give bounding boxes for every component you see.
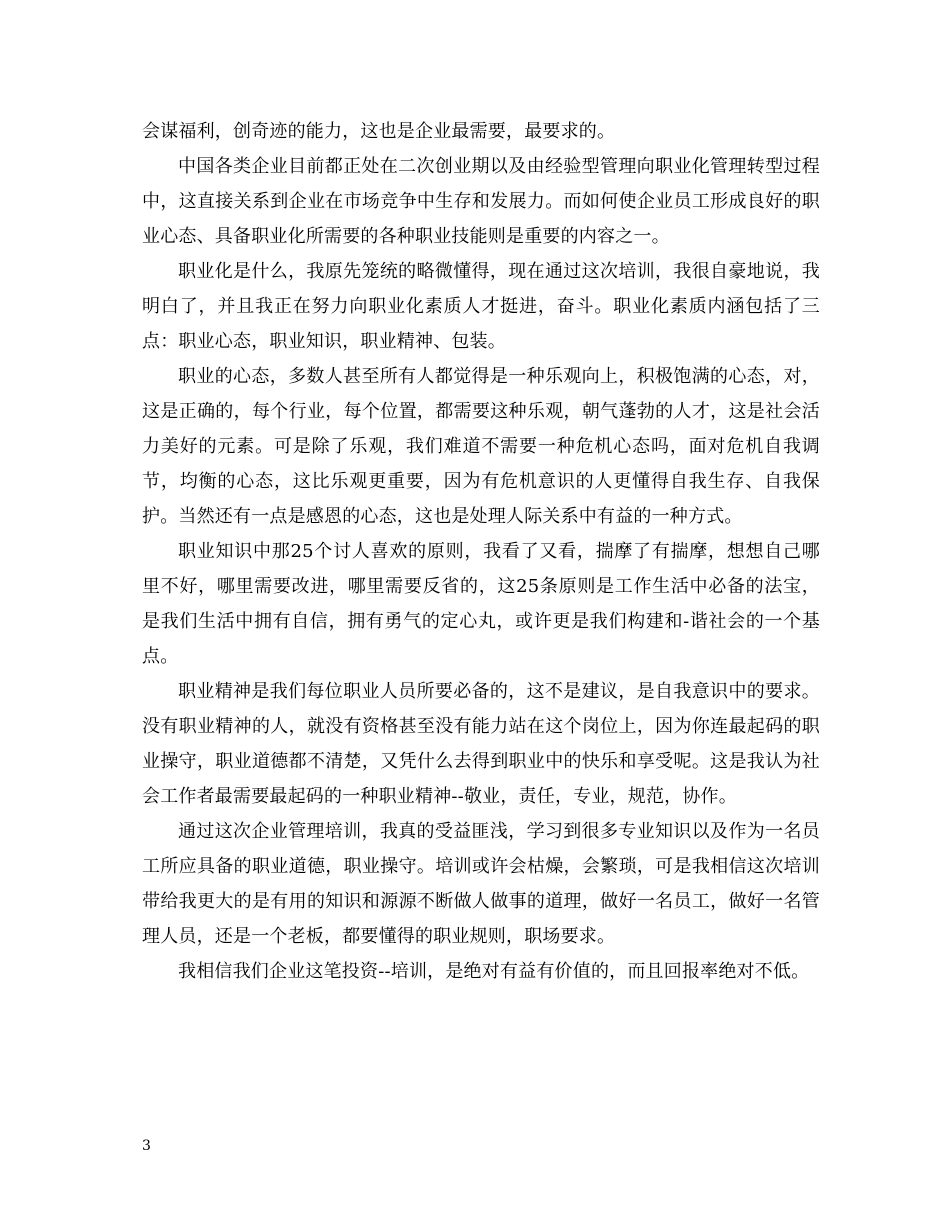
- paragraph-3: 职业化是什么，我原先笼统的略微懂得，现在通过这次培训，我很自豪地说，我明白了，并且我正在努力向职业化素质人才挺进，奋斗。职业化素质内涵包括了三点：职业心态，职业知识，职业精神、包装。: [142, 261, 820, 352]
- paragraph-4: 职业的心态，多数人甚至所有人都觉得是一种乐观向上，积极饱满的心态，对，这是正确的，每个行业，每个位置，都需要这种乐观，朝气蓬勃的人才，这是社会活力美好的元素。可是除了乐观，我们难道不需要一种危机心态吗，面对危机自我调节，均衡的心态，这比乐观更重要，因为有危机意识的人更懂得自我生存、自我保护。当然还有一点是感恩的心态，这也是处理人际关系中有益的一种方式。: [142, 366, 820, 527]
- page-number: 3: [142, 1138, 151, 1154]
- paragraph-1: 会谋福利，创奇迹的能力，这也是企业最需要，最要求的。: [142, 121, 616, 142]
- document-body: [142, 114, 820, 989]
- paragraph-6: 职业精神是我们每位职业人员所要必备的，这不是建议，是自我意识中的要求。没有职业精神的人，就没有资格甚至没有能力站在这个岗位上，因为你连最起码的职业操守，职业道德都不清楚，又凭什么去得到职业中的快乐和享受呢。这是我认为社会工作者最需要最起码的一种职业精神--敬业，责任，专业，规范，协作。: [142, 681, 820, 807]
- paragraph-8: 我相信我们企业这笔投资--培训，是绝对有益有价值的，而且回报率绝对不低。: [178, 961, 810, 982]
- paragraph-5: 职业知识中那25个讨人喜欢的原则，我看了又看，揣摩了有揣摩，想想自己哪里不好，哪里需要改进，哪里需要反省的，这25条原则是工作生活中必备的法宝，是我们生活中拥有自信，拥有勇气的定心丸，或许更是我们构建和-谐社会的一个基点。: [142, 541, 820, 667]
- paragraph-2: 中国各类企业目前都正处在二次创业期以及由经验型管理向职业化管理转型过程中，这直接关系到企业在市场竞争中生存和发展力。而如何使企业员工形成良好的职业心态、具备职业化所需要的各种职业技能则是重要的内容之一。: [142, 156, 820, 247]
- paragraph-7: 通过这次企业管理培训，我真的受益匪浅，学习到很多专业知识以及作为一名员工所应具备的职业道德，职业操守。培训或许会枯燥，会繁琐，可是我相信这次培训带给我更大的是有用的知识和源源不断做人做事的道理，做好一名员工，做好一名管理人员，还是一个老板，都要懂得的职业规则，职场要求。: [142, 821, 820, 947]
